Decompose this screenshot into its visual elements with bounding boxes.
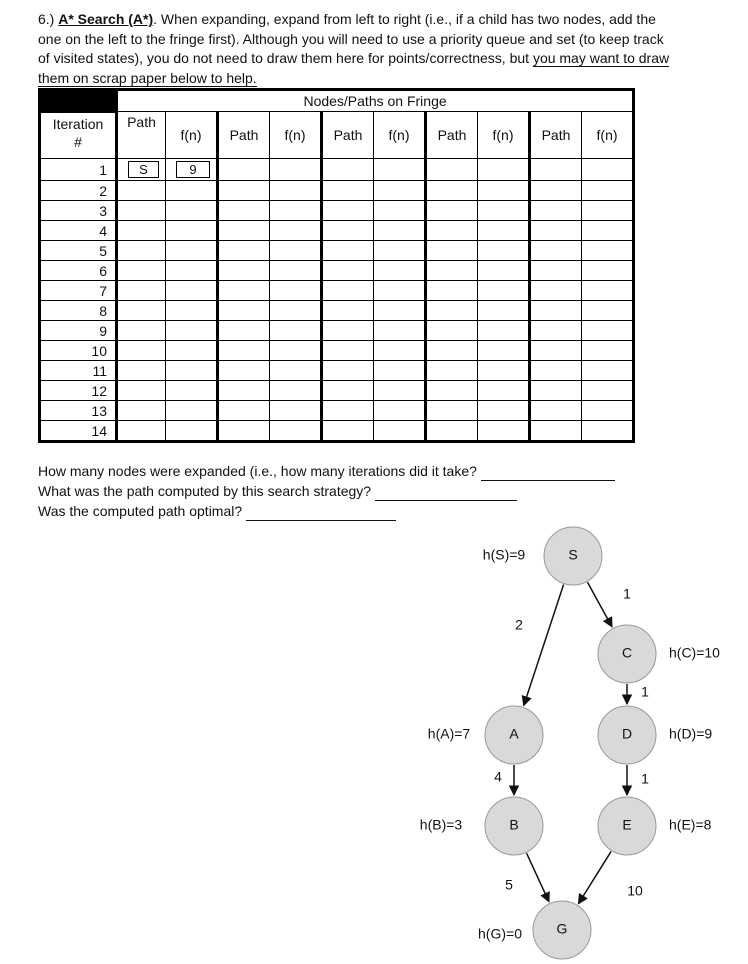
node-label-c: C bbox=[621, 644, 633, 661]
edge-cost-e-g: 10 bbox=[627, 882, 643, 899]
node-label-e: E bbox=[622, 816, 632, 833]
edge-cost-s-c: 1 bbox=[623, 585, 631, 602]
question-iterations-text: How many nodes were expanded (i.e., how many iterations did it take? bbox=[38, 463, 477, 479]
question-optimal-text: Was the computed path optimal? bbox=[38, 503, 243, 519]
edge-cost-a-b: 4 bbox=[494, 768, 502, 785]
heuristic-label-b: h(B)=3 bbox=[419, 816, 463, 833]
edge-cost-s-a: 2 bbox=[515, 616, 523, 633]
edge-s-a bbox=[524, 584, 564, 705]
iteration-number: 4 bbox=[40, 221, 117, 241]
heuristic-label-g: h(G)=0 bbox=[478, 925, 522, 942]
heuristic-label-s: h(S)=9 bbox=[482, 546, 526, 563]
col-header-path: Path bbox=[322, 112, 374, 159]
iteration-header-hash: # bbox=[74, 134, 82, 150]
edge-cost-d-e: 1 bbox=[641, 770, 649, 787]
problem-number: 6.) bbox=[38, 11, 55, 27]
iteration-number: 12 bbox=[40, 381, 117, 401]
iteration-header-label: Iteration bbox=[52, 116, 104, 132]
heuristic-label-a: h(A)=7 bbox=[427, 725, 471, 742]
problem-text: . When expanding, expand from left to right (i.e., if a child has two nodes, add the one on the left to the fringe first). Although you will need to use a priority queue and set (to keep track of visited states), you do not need to draw them here for points/correctness, but bbox=[38, 11, 664, 66]
heuristic-label-d: h(D)=9 bbox=[669, 725, 713, 742]
edge-b-g bbox=[527, 853, 549, 902]
fringe-header: Nodes/Paths on Fringe bbox=[117, 90, 634, 112]
problem-last-line: you may want to draw them on scrap paper below to help. bbox=[38, 50, 670, 86]
problem-title: A* Search (A*) bbox=[58, 11, 154, 27]
node-label-g: G bbox=[556, 920, 568, 937]
col-header-fn: f(n) bbox=[374, 112, 426, 159]
iteration-number: 3 bbox=[40, 201, 117, 221]
iteration-number: 8 bbox=[40, 301, 117, 321]
edge-cost-c-d: 1 bbox=[641, 683, 649, 700]
first-path-value: S bbox=[128, 161, 159, 178]
question-path-text: What was the path computed by this search strategy? bbox=[38, 483, 372, 499]
col-header-fn: f(n) bbox=[582, 112, 634, 159]
iteration-number: 11 bbox=[40, 361, 117, 381]
node-label-d: D bbox=[621, 725, 633, 742]
col-header-fn: f(n) bbox=[270, 112, 322, 159]
iteration-number: 9 bbox=[40, 321, 117, 341]
graph-labels bbox=[420, 547, 720, 942]
node-label-a: A bbox=[509, 725, 519, 742]
iteration-number: 13 bbox=[40, 401, 117, 421]
col-header-path: Path bbox=[530, 112, 582, 159]
edge-cost-b-g: 5 bbox=[505, 876, 513, 893]
col-header-path: Path bbox=[117, 112, 166, 159]
iteration-number: 7 bbox=[40, 281, 117, 301]
col-header-fn: f(n) bbox=[166, 112, 218, 159]
col-header-fn: f(n) bbox=[478, 112, 530, 159]
iteration-number: 10 bbox=[40, 341, 117, 361]
iteration-number: 5 bbox=[40, 241, 117, 261]
first-fn-value: 9 bbox=[176, 161, 210, 178]
col-header-path: Path bbox=[218, 112, 270, 159]
col-header-path: Path bbox=[426, 112, 478, 159]
heuristic-label-c: h(C)=10 bbox=[669, 644, 720, 661]
iteration-number: 6 bbox=[40, 261, 117, 281]
iteration-number: 14 bbox=[40, 421, 117, 442]
edge-e-g bbox=[578, 851, 611, 903]
heuristic-label-e: h(E)=8 bbox=[669, 816, 712, 833]
node-label-b: B bbox=[509, 816, 519, 833]
node-label-s: S bbox=[568, 546, 578, 563]
iteration-number: 2 bbox=[40, 181, 117, 201]
iteration-number: 1 bbox=[40, 159, 117, 181]
edge-s-c bbox=[587, 582, 612, 627]
